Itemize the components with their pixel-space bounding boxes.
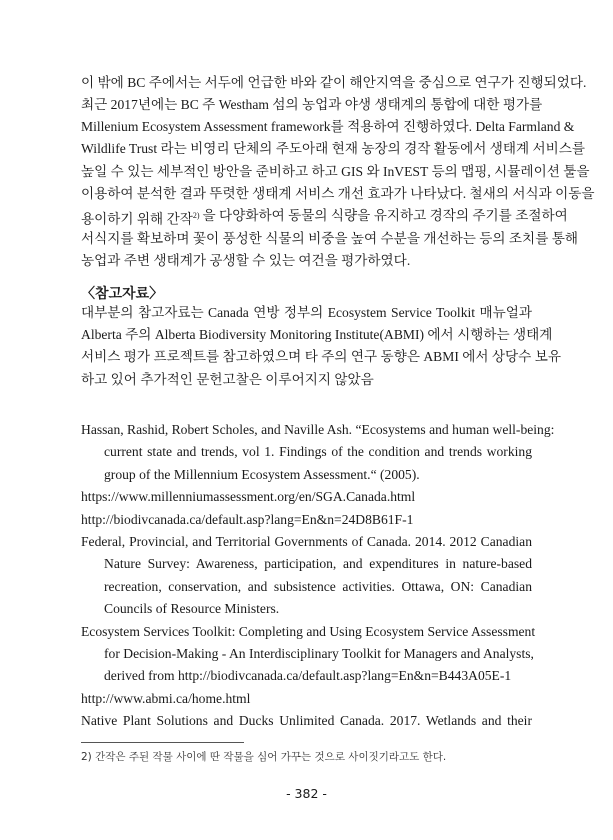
reference-line: derived from http://biodivcanada.ca/default.asp?lang=En&n=B443A05E-1 — [104, 668, 512, 683]
text-line: Wildlife Trust 라는 비영리 단체의 주도아래 현재 농장의 경작 활동에서 생태계 서비스를 — [81, 141, 586, 156]
text-line: 농업과 주변 생태계가 공생할 수 있는 여건을 평가하였다. — [81, 253, 411, 268]
text-fragment: 을 다양화하여 동물의 식량을 유지하고 경작의 주기를 조절하여 — [202, 208, 568, 223]
text-line: 하고 있어 추가적인 문헌고찰은 이루어지지 않았음 — [81, 372, 374, 387]
reference-link[interactable]: http://www.abmi.ca/home.html — [81, 691, 251, 706]
footnote: 2) 간작은 주된 작물 사이에 딴 작물을 심어 가꾸는 것으로 사이짓기라고도 한다. — [81, 751, 447, 763]
footnote-divider — [81, 742, 244, 743]
reference-line: current state and trends, vol 1. Findings of the condition and trends working — [104, 444, 532, 459]
text-line: 이용하여 분석한 결과 뚜렷한 생태계 서비스 개선 효과가 나타났다. 철새의 서식과 이동을 — [81, 186, 595, 201]
text-line: 높일 수 있는 세부적인 방안을 준비하고 하고 GIS 와 InVEST 등의 맵핑, 시뮬레이션 툴을 — [81, 164, 590, 179]
text-line: Millenium Ecosystem Assessment framework를 적용하여 진행하였다. Delta Farmland & — [81, 119, 575, 134]
reference-link[interactable]: https://www.millenniumassessment.org/en/SGA.Canada.html — [81, 489, 416, 504]
reference-line: for Decision-Making - An Interdisciplinary Toolkit for Managers and Analysts, — [104, 646, 534, 661]
section-heading: 〈참고자료〉 — [81, 286, 164, 302]
text-line: 이 밖에 BC 주에서는 서두에 언급한 바와 같이 해안지역을 중심으로 연구가 진행되었다. — [81, 75, 587, 90]
reference-line: Federal, Provincial, and Territorial Governments of Canada. 2014. 2012 Canadian — [81, 534, 532, 549]
text-fragment: 용이하기 위해 간작 — [81, 211, 193, 227]
reference-link[interactable]: http://biodivcanada.ca/default.asp?lang=En&n=24D8B61F-1 — [81, 512, 414, 527]
reference-line: Nature Survey: Awareness, participation, and expenditures in nature-based — [104, 556, 532, 571]
text-line: 대부분의 참고자료는 Canada 연방 정부의 Ecosystem Service Toolkit 매뉴얼과 — [81, 305, 532, 320]
reference-line: Native Plant Solutions and Ducks Unlimited Canada. 2017. Wetlands and their — [81, 713, 532, 728]
reference-line: group of the Millennium Ecosystem Assessment.“ (2005). — [104, 467, 420, 482]
reference-line: recreation, conservation, and subsistence activities. Ottawa, ON: Canadian — [104, 579, 532, 594]
text-line: Alberta 주의 Alberta Biodiversity Monitoring Institute(ABMI) 에서 시행하는 생태계 — [81, 327, 553, 342]
reference-line: Ecosystem Services Toolkit: Completing and Using Ecosystem Service Assessment — [81, 624, 536, 639]
page-number: - 382 - — [286, 786, 327, 801]
text-line — [81, 207, 568, 229]
reference-line: Councils of Resource Ministers. — [104, 601, 280, 616]
text-line: 서비스 평가 프로젝트를 참고하였으며 타 주의 연구 동향은 ABMI 에서 상당수 보유 — [81, 349, 561, 364]
text-line: 서식지를 확보하며 꽃이 풍성한 식물의 비중을 높여 수분을 개선하는 등의 조치를 통해 — [81, 231, 578, 246]
footnote-reference[interactable]: 2) — [192, 211, 200, 220]
reference-line: Hassan, Rashid, Robert Scholes, and Naville Ash. “Ecosystems and human well-being: — [81, 422, 555, 437]
text-line: 최근 2017년에는 BC 주 Westham 섬의 농업과 야생 생태계의 통합에 대한 평가를 — [81, 97, 543, 112]
